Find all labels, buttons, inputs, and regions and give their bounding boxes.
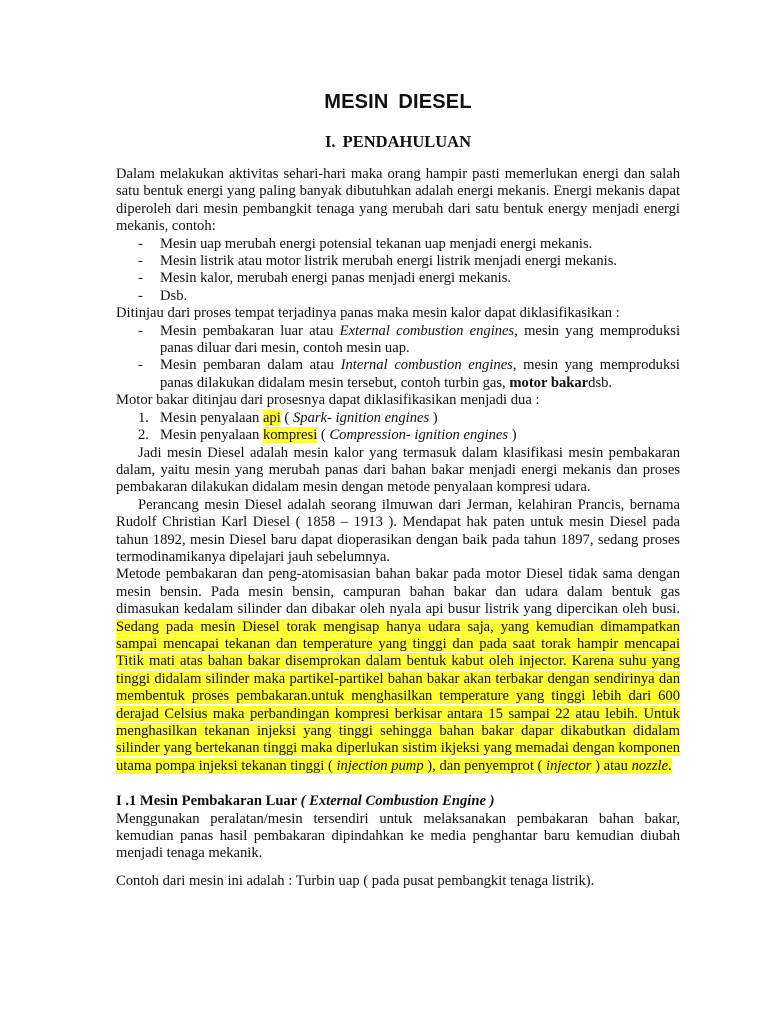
history-paragraph: Perancang mesin Diesel adalah seorang ilmuwan dari Jerman, kelahiran Prancis, bernama Rudolf Christian Karl Diesel ( 1858 – 1913 ). Mendapat hak paten untuk mesin Diesel pada tahun 1892, mesin Diesel baru dapat dioperasikan dengan baik pada tahun 1897, sedang proses termodinamikanya dipelajari jauh sebelumnya. [116,496,680,565]
highlighted-text: Sedang pada mesin Diesel torak mengisap hanya udara saja, yang kemudian dimampatkan sampai mencapai tekanan dan temperature yang tinggi dan pada saat torak hampir mencapai Titik mati atas bahan bakar disemprokan dalam bentuk kabut oleh injector. Karena suhu yang tinggi didalam silinder maka partikel-partikel bahan bakar akan terbakar dengan sendirinya dan membentuk proses pembakaran.untuk menghasilkan temperature yang tinggi lebih dari 600 derajad Celsius maka perbandingan kompresi berkisar antara 15 sampai 22 atau lebih. Untuk menghasilkan tekanan injeksi yang tinggi sehingga bahan bakar dapar dikabutkan didalam silinder yang bertekanan tinggi maka diperlukan sistim ikjeksi yang memadai dengan komponen utama pompa injeksi tekanan tinggi ( injection pump ), dan penyemprot ( injector ) atau nozzle. [116,618,680,774]
bullet-mark: - [138,270,143,287]
list-item: 2. Mesin penyalaan kompresi ( Compression- ignition engines ) [138,427,517,444]
intro-paragraph: Dalam melakukan aktivitas sehari-hari maka orang hampir pasti memerlukan energi dan salah satu bentuk energi yang paling banyak dibutuhkan adalah energi mekanis. Energi mekanis dapat diperoleh dari mesin pembangkit tenaga yang merubah dari satu bentuk energy menjadi energi mekanis, contoh: [116,166,680,235]
list-item: - Mesin listrik atau motor listrik merubah energi listrik menjadi energi mekanis. [138,253,618,270]
examples-list [116,236,680,306]
list-number: 1. [138,409,149,426]
subsection-heading: I .1 Mesin Pembakaran Luar ( External Combustion Engine ) [116,793,495,810]
section-title: I. PENDAHULUAN [324,132,471,151]
bullet-mark: - [138,287,143,304]
bullet-mark: - [138,322,143,339]
subsection-body: Menggunakan peralatan/mesin tersendiri untuk melaksanakan pembakaran bahan bakar, kemudian panas hasil pembakaran dipindahkan ke media penghantar baru kemudian diubah menjadi tenaga mekanik. [116,810,680,862]
diesel-definition-paragraph: Jadi mesin Diesel adalah mesin kalor yang termasuk dalam klasifikasi mesin pembakaran dalam, yaitu mesin yang merubah panas dari bahan bakar menjadi energi mekanis dan proses pembakaran dilakukan didalam mesin dengan metode penyalaan kompresi udara. [116,444,680,496]
highlight-kompresi: kompresi [262,427,318,444]
list-item: - Mesin uap merubah energi potensial tekanan uap menjadi energi mekanis. [138,235,593,252]
list-item: - Mesin kalor, merubah energi panas menjadi energi mekanis. [138,270,512,287]
highlight-api: api [262,409,281,426]
classes-list [116,323,680,393]
list-number: 2. [138,427,149,444]
bullet-mark: - [138,357,143,374]
motor-types-list [116,410,680,445]
bullet-mark: - [138,253,143,270]
method-paragraph: Metode pembakaran dan peng-atomisasian bahan bakar pada motor Diesel tidak sama dengan mesin bensin. Pada mesin bensin, campuran bahan bakar dan udara dalam bentuk gas dimasukan kedalam silinder dan dibakar oleh nyala api busur listrik yang dipercikan oleh busi. Sedang pada mesin Diesel torak mengisap hanya udara saja, yang kemudian dimampatkan sampai mencapai tekanan dan temperature yang tinggi dan pada saat torak hampir mencapai Titik mati atas bahan bakar disemprokan dalam bentuk kabut oleh injector. Karena suhu yang tinggi didalam silinder maka partikel-partikel bahan bakar akan terbakar dengan sendirinya dan membentuk proses pembakaran.untuk menghasilkan temperature yang tinggi lebih dari 600 derajad Celsius maka perbandingan kompresi berkisar antara 15 sampai 22 atau lebih. Untuk menghasilkan tekanan injeksi yang tinggi sehingga bahan bakar dapar dikabutkan didalam silinder yang bertekanan tinggi maka diperlukan sistim ikjeksi yang memadai dengan komponen utama pompa injeksi tekanan tinggi ( injection pump ), dan penyemprot ( injector ) atau nozzle. [116,566,680,774]
list-item: - Dsb. [138,287,188,304]
bullet-mark: - [138,235,143,252]
list-item: - Mesin pembakaran luar atau External combustion engines, mesin yang memproduksi panas diluar dari mesin, contoh mesin uap. [138,322,680,357]
list-item: - Mesin pembaran dalam atau Internal combustion engines, mesin yang memproduksi panas dilakukan didalam mesin tersebut, contoh turbin gas, motor bakardsb. [138,357,680,391]
motor-intro: Motor bakar ditinjau dari prosesnya dapat diklasifikasikan menjadi dua : [116,392,540,409]
subsection-example: Contoh dari mesin ini adalah : Turbin uap ( pada pusat pembangkit tenaga listrik). [116,872,595,889]
document-title: MESIN DIESEL [324,91,472,113]
document-body [116,166,680,890]
classification-intro: Ditinjau dari proses tempat terjadinya panas maka mesin kalor dapat diklasifikasikan : [116,305,620,322]
list-item: 1. Mesin penyalaan api ( Spark- ignition engines ) [138,409,438,426]
